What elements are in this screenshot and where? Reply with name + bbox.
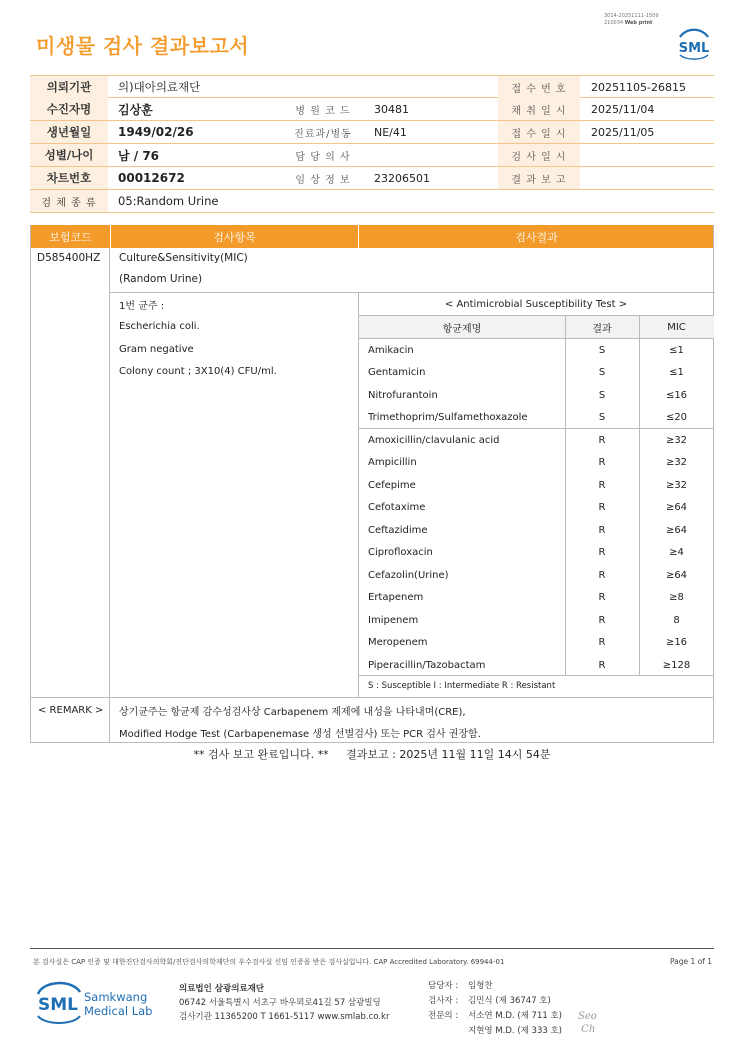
ast-drug-name: Cefotaxime — [368, 502, 426, 513]
col-divider — [109, 698, 110, 743]
print-code — [604, 13, 659, 27]
info-label: 의뢰기관 — [30, 76, 108, 98]
info-label: 검 사 일 시 — [498, 144, 580, 166]
ast-legend: S : Susceptible I : Intermediate R : Resistant — [368, 681, 556, 691]
info-value: 05:Random Urine — [118, 194, 219, 208]
info-label: 생년월일 — [30, 121, 108, 143]
ast-drug-name: Meropenem — [368, 637, 428, 648]
info-value: 30481 — [374, 102, 409, 116]
result-table — [30, 225, 714, 697]
samkwang-logo — [36, 980, 156, 1027]
ast-result: S — [598, 389, 606, 401]
ast-header-drug: 항균제명 — [442, 323, 482, 335]
logo-line2: Medical Lab — [84, 1004, 153, 1018]
ast-drug-name: Ampicillin — [368, 457, 417, 468]
lab-address: 06742 서울특별시 서초구 바우뫼로41길 57 삼광빌딩 — [179, 998, 381, 1008]
info-value: 남 / 76 — [118, 148, 160, 163]
ast-result: R — [598, 434, 606, 446]
header-test-result: 검사결과 — [358, 225, 714, 248]
web-print-label: Web print — [624, 20, 653, 26]
ast-drug-name: Gentamicin — [368, 367, 426, 378]
ast-mic: ≥32 — [665, 434, 688, 446]
info-value — [591, 190, 711, 212]
ast-drug-name: Cefazolin(Urine) — [368, 569, 449, 581]
ast-drug-name: Trimethoprim/Sulfamethoxazole — [368, 412, 528, 423]
ast-result: R — [598, 614, 606, 626]
info-row — [30, 144, 714, 167]
organism-name: Escherichia coli. — [119, 320, 200, 332]
colony-count: Colony count ; 3X10(4) CFU/ml. — [119, 365, 277, 377]
ast-mic: ≥4 — [669, 547, 684, 558]
ast-mic: ≥128 — [662, 659, 691, 671]
remark-line2: Modified Hodge Test (Carbapenemase 생성 선별검사) 또는 PCR 검사 권장함. — [119, 728, 481, 740]
info-value: 의)대아의료재단 — [118, 80, 201, 94]
ast-mic: ≥16 — [665, 637, 688, 648]
staff-row — [428, 994, 562, 1009]
ast-mic: ≥64 — [665, 524, 688, 536]
info-value: 2025/11/04 — [591, 102, 655, 116]
info-value: 00012672 — [118, 171, 185, 185]
remark-line1: 상기균주는 항균제 감수성검사상 Carbapenem 제제에 내성을 나타내며(CRE), — [119, 706, 466, 718]
info-value — [591, 144, 711, 166]
ast-header-mic: MIC — [667, 321, 686, 333]
remark-label: < REMARK > — [38, 704, 104, 716]
ast-title: < Antimicrobial Susceptibility Test > — [444, 298, 628, 310]
ast-mic: ≥32 — [665, 457, 688, 468]
report-complete: ** 검사 보고 완료입니다. ** 결과보고 : 2025년 11월 11일 14시 54분 — [193, 748, 551, 761]
staff-name: 김민식 (제 36747 호) — [468, 996, 551, 1006]
staff-row — [428, 979, 562, 994]
header-insurance-code: 보험코드 — [49, 230, 92, 244]
ast-result: R — [598, 569, 606, 581]
ast-mic: 8 — [673, 614, 680, 626]
info-label: 성별/나이 — [30, 144, 108, 166]
ast-drug-name: Ciprofloxacin — [368, 547, 433, 558]
lab-org: 의료법인 삼광의료재단 — [179, 984, 265, 994]
ast-drug-name: Cefepime — [368, 479, 416, 491]
ast-result: R — [598, 547, 606, 558]
ast-mic: ≥64 — [665, 569, 688, 581]
staff-name: 서소연 M.D. (제 711 호) — [468, 1011, 563, 1021]
info-value — [374, 76, 494, 98]
isolate-label: 1번 균주 : — [119, 300, 165, 312]
test-name: Culture&Sensitivity(MIC) — [119, 252, 248, 264]
info-label: 수진자명 — [30, 98, 108, 120]
staff-list — [428, 979, 562, 1039]
insurance-code: D585400HZ — [37, 252, 101, 264]
signature: Seo Ch — [578, 1011, 597, 1035]
ast-drug-name: Amikacin — [368, 344, 414, 356]
info-row — [30, 167, 714, 190]
remark-section — [30, 697, 714, 743]
report-title: 미생물 검사 결과보고서 — [36, 34, 250, 58]
info-label: 임 상 정 보 — [295, 174, 351, 186]
ast-mic: ≤20 — [665, 412, 688, 423]
info-label: 진료과/병동 — [294, 128, 352, 140]
sml-logo-text: SML — [678, 41, 710, 56]
ast-drug-name: Ceftazidime — [368, 524, 428, 536]
specimen-name: (Random Urine) — [119, 273, 203, 285]
info-label: 접 수 일 시 — [498, 121, 580, 143]
ast-mic: ≥32 — [665, 479, 688, 491]
staff-row — [428, 1024, 562, 1039]
ast-result: R — [598, 457, 606, 468]
info-row — [30, 98, 714, 121]
staff-name: 임형찬 — [468, 981, 493, 991]
info-value: 김상훈 — [118, 102, 153, 117]
info-row — [30, 190, 714, 213]
ast-result: S — [598, 367, 606, 378]
gram-stain: Gram negative — [119, 343, 194, 355]
footer-logo-text: SML — [38, 995, 78, 1015]
ast-mic: ≤16 — [665, 389, 688, 401]
info-value — [591, 167, 711, 189]
ast-drug-name: Ertapenem — [368, 592, 424, 603]
ast-result: R — [598, 524, 606, 536]
ast-mic: ≤1 — [669, 367, 684, 378]
info-label: 채 취 일 시 — [498, 98, 580, 120]
page-number: Page 1 of 1 — [670, 957, 713, 966]
ast-result: S — [598, 412, 606, 423]
result-table-header — [31, 225, 713, 248]
ast-result: R — [598, 659, 606, 671]
info-label: 차트번호 — [30, 167, 108, 189]
patient-info-table — [30, 75, 714, 213]
header-test-item: 검사항목 — [110, 225, 358, 248]
print-code-line2: 210034 — [604, 20, 624, 26]
col-divider — [358, 292, 359, 697]
ast-result: R — [598, 637, 606, 648]
ast-drug-name: Amoxicillin/clavulanic acid — [368, 434, 500, 446]
print-code-line1: 3014-20251111-1509 — [604, 13, 659, 19]
staff-role: 검사자 : — [428, 996, 459, 1006]
ast-result: R — [598, 592, 606, 603]
info-label: 검 체 종 류 — [30, 190, 108, 212]
logo-line1: Samkwang — [84, 990, 148, 1004]
info-row — [30, 121, 714, 144]
lab-info — [179, 982, 389, 1024]
group-divider — [358, 428, 714, 429]
sml-logo — [674, 25, 714, 61]
staff-name: 지현영 M.D. (제 333 호) — [468, 1026, 563, 1036]
ast-drug-name: Piperacillin/Tazobactam — [368, 659, 486, 671]
info-label: 담 당 의 사 — [295, 151, 351, 163]
info-label: 병 원 코 드 — [295, 105, 351, 117]
ast-drug-name: Nitrofurantoin — [368, 389, 438, 401]
info-value — [374, 190, 494, 212]
info-value: 2025/11/05 — [591, 125, 655, 139]
info-label: 결 과 보 고 — [498, 167, 580, 189]
ast-mic: ≥64 — [665, 502, 688, 513]
footer-divider — [30, 948, 714, 949]
ast-drug-name: Imipenem — [368, 614, 419, 626]
ast-result: S — [598, 344, 606, 356]
accreditation-note: 본 검사실은 CAP 인증 및 대한진단검사의학회/진단검사의학재단의 우수검사실 신임 인증을 받은 검사실입니다. CAP Accredited Laboratory. 69944-01 — [33, 958, 505, 966]
info-value: 1949/02/26 — [118, 125, 194, 139]
col-divider — [109, 248, 110, 697]
ast-result: R — [598, 502, 606, 513]
info-value: NE/41 — [374, 125, 407, 139]
staff-role: 담당자 : — [428, 981, 459, 991]
staff-row — [428, 1009, 562, 1024]
info-value: 23206501 — [374, 171, 430, 185]
info-row — [30, 75, 714, 98]
ast-result: R — [598, 479, 606, 491]
lab-contact: 검사기관 11365200 T 1661-5117 www.smlab.co.kr — [179, 1012, 390, 1022]
ast-mic: ≥8 — [669, 592, 684, 603]
sml-footer-logo-icon — [36, 980, 156, 1024]
ast-header-result: 결과 — [592, 323, 612, 335]
info-label: 접 수 번 호 — [498, 76, 580, 98]
staff-role: 전문의 : — [428, 1011, 459, 1021]
info-value — [374, 144, 494, 166]
info-value: 20251105-26815 — [591, 80, 686, 94]
ast-mic: ≤1 — [669, 344, 684, 356]
